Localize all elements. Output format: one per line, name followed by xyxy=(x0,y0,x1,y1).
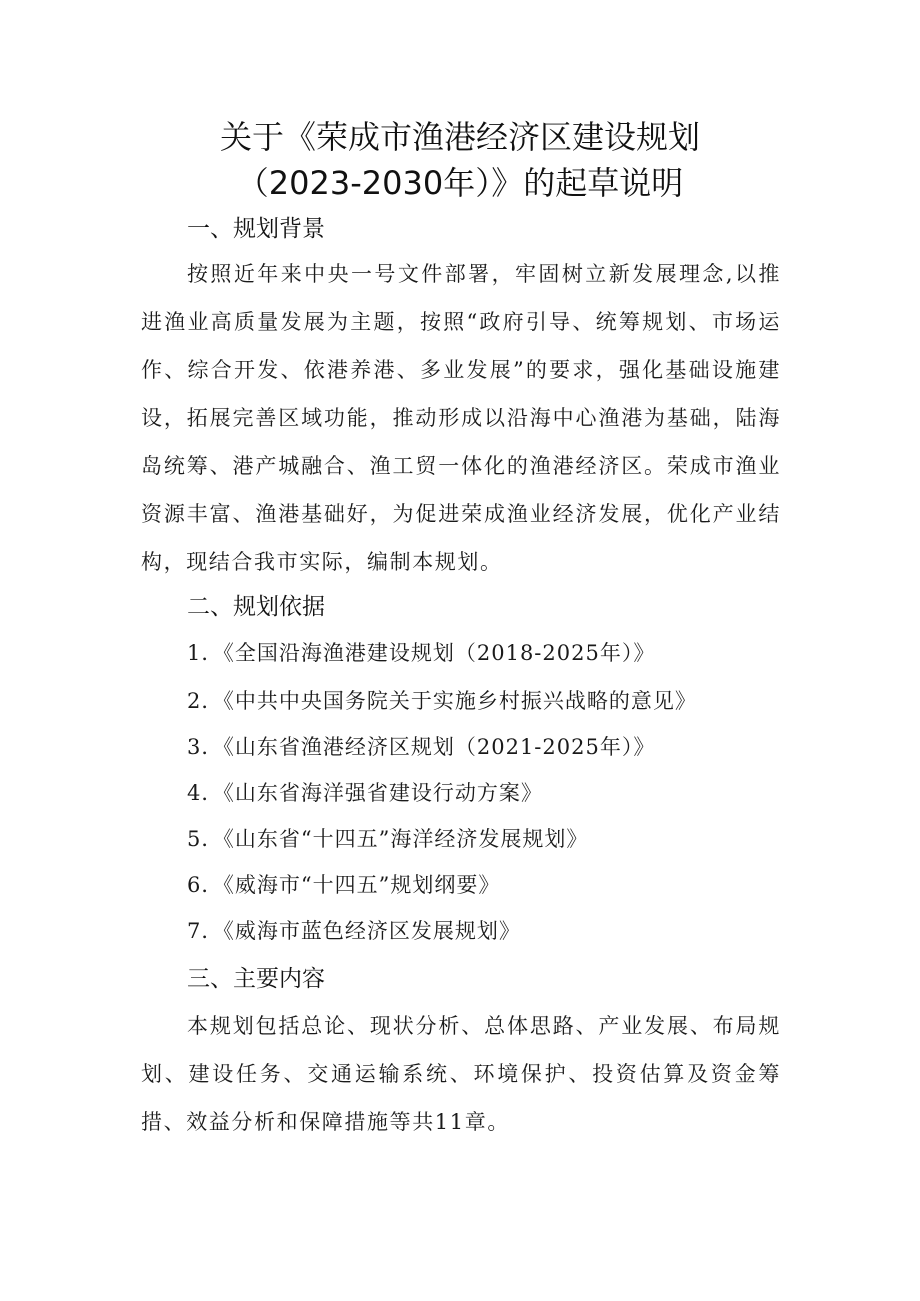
basis-item-5: 5．《山东省“十四五”海洋经济发展规划》 xyxy=(187,827,589,851)
basis-item-6: 6．《威海市“十四五”规划纲要》 xyxy=(187,873,501,897)
document-title-line-2: （2023-2030年）》的起草说明 xyxy=(236,164,684,202)
document-title-line-1: 关于《荣成市渔港经济区建设规划 xyxy=(219,118,700,156)
basis-item-1: 1．《全国沿海渔港建设规划（2018-2025年）》 xyxy=(187,641,656,665)
section-heading-background: 一、规划背景 xyxy=(187,216,325,242)
section-heading-main-content: 三、主要内容 xyxy=(187,966,325,992)
background-paragraph: 按照近年来中央一号文件部署，牢固树立新发展理念,以推进渔业高质量发展为主题，按照“政府引导、统筹规划、市场运作、综合开发、依港养港、多业发展”的要求，强化基础设施建设，拓展完善区域功能，推动形成以沿海中心渔港为基础，陆海岛统筹、港产城融合、渔工贸一体化的渔港经济区。荣成市渔业资源丰富、渔港基础好，为促进荣成渔业经济发展，优化产业结构，现结合我市实际，编制本规划。 xyxy=(141,262,781,574)
basis-item-4: 4．《山东省海洋强省建设行动方案》 xyxy=(187,781,543,805)
basis-item-3: 3．《山东省渔港经济区规划（2021-2025年）》 xyxy=(187,735,656,759)
section-heading-basis: 二、规划依据 xyxy=(187,594,325,620)
main-content-paragraph: 本规划包括总论、现状分析、总体思路、产业发展、布局规划、建设任务、交通运输系统、环境保护、投资估算及资金筹措、效益分析和保障措施等共11章。 xyxy=(141,1014,781,1134)
basis-item-2: 2．《中共中央国务院关于实施乡村振兴战略的意见》 xyxy=(187,689,697,713)
basis-item-7: 7．《威海市蓝色经济区发展规划》 xyxy=(187,919,521,943)
